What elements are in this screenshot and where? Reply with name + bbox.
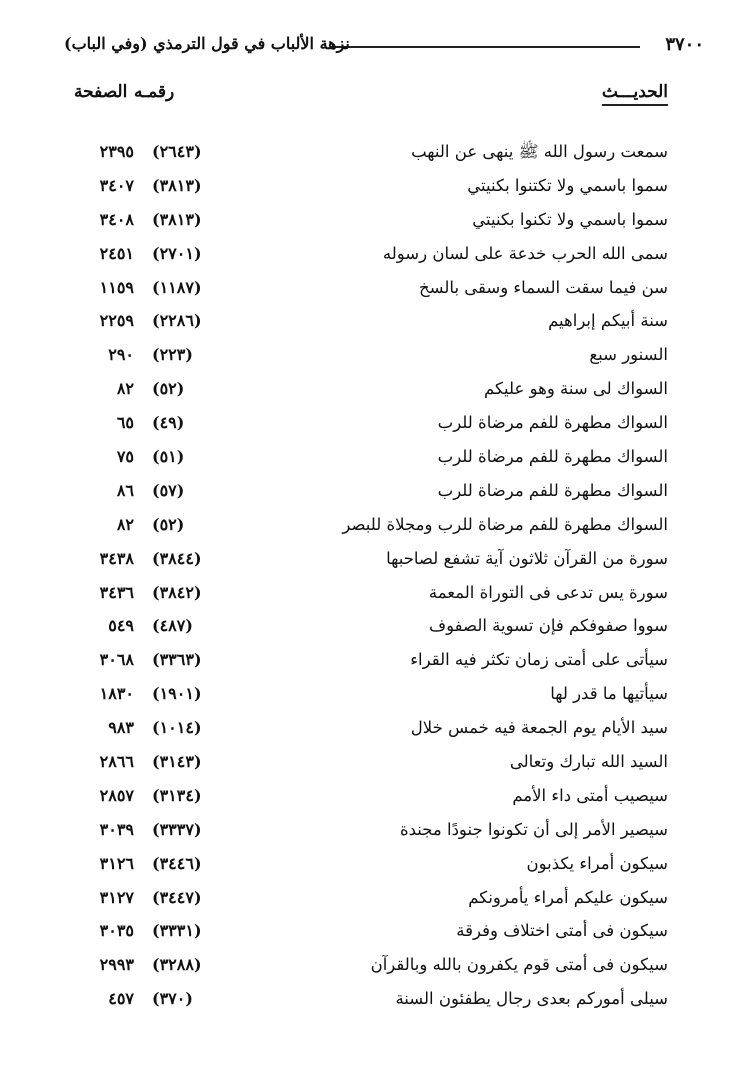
running-header [64,34,704,60]
hadith-number: (٣٣٦٣) [152,650,202,670]
page-reference: ٢٨٦٦ [99,752,134,772]
hadith-text: سمعت رسول الله ﷺ ينهى عن النهب [411,142,668,161]
hadith-text: السيد الله تبارك وتعالى [509,752,668,772]
hadith-text: سيأتى على أمتى زمان تكثر فيه القراء [410,650,668,670]
hadith-number: (٣٨٤٤) [152,548,202,568]
hadith-text: سيصيب أمتى داء الأمم [512,785,668,805]
page-reference: ١٨٣٠ [99,684,134,704]
index-list [64,138,668,1019]
hadith-text: السواك مطهرة للفم مرضاة للرب [437,447,668,467]
index-row [64,172,668,206]
book-title: نزهة الألباب في قول الترمذي (وفي الباب) [64,34,350,53]
index-row [64,511,668,545]
hadith-number: (٢٢٨٦) [152,311,202,331]
hadith-number: (٣٢٨٨) [152,955,202,975]
page-reference: ٤٥٧ [108,989,134,1009]
hadith-number: (٤٨٧) [152,616,193,636]
hadith-number: (٣٤٤٧) [152,887,202,907]
index-row [64,884,668,918]
page-reference: ٢٢٥٩ [99,311,134,331]
index-row [64,307,668,341]
hadith-text: سيكون أمراء يكذبون [526,853,668,873]
hadith-text: سموا باسمي ولا تكتنوا بكنيتي [467,175,668,195]
index-row [64,985,668,1019]
hadith-number: (٣١٣٤) [152,785,202,805]
hadith-number: (٥٧) [152,480,185,500]
hadith-text: سيكون فى أمتى اختلاف وفرقة [456,921,668,941]
hadith-text: سيكون فى أمتى قوم يكفرون بالله وبالقرآن [370,955,668,975]
page-reference: ٣٠٣٩ [99,819,134,839]
page-number: ٣٧٠٠ [665,34,704,55]
hadith-text: سووا صفوفكم فإن تسوية الصفوف [429,616,668,636]
index-row [64,138,668,172]
index-row [64,409,668,443]
hadith-number: (٣٧٠) [152,989,193,1009]
page-reference: ٣٤٠٧ [99,175,134,195]
hadith-number: (٣٣٣٧) [152,819,202,839]
page-reference: ٦٥ [116,413,134,433]
index-row [64,341,668,375]
page-reference: ٨٦ [116,480,134,500]
hadith-number: (٣٤٤٦) [152,853,202,873]
page-reference: ٥٤٩ [108,616,134,636]
index-row [64,680,668,714]
index-row [64,477,668,511]
hadith-text: سموا باسمي ولا تكنوا بكنيتي [472,209,668,229]
index-row [64,714,668,748]
hadith-number: (١٩٠١) [152,684,202,704]
hadith-text: سيلى أموركم بعدى رجال يطفئون السنة [395,989,668,1009]
hadith-number: (١٠١٤) [152,718,202,738]
index-row [64,646,668,680]
hadith-number: (٥٢) [152,514,185,534]
page-reference: ٣٤٣٦ [99,582,134,602]
hadith-number: (٢٢٣) [152,345,193,365]
hadith-text: السواك مطهرة للفم مرضاة للرب [437,480,668,500]
hadith-text: السنور سبع [589,345,668,365]
page-reference: ٢٣٩٥ [99,142,134,161]
index-row [64,375,668,409]
index-row [64,612,668,646]
page-reference: ٣٠٦٨ [99,650,134,670]
page-reference: ٣١٢٧ [99,887,134,907]
page-reference: ٣٠٣٥ [99,921,134,941]
index-row [64,782,668,816]
hadith-text: سن فيما سقت السماء وسقى بالسخ [419,277,668,297]
hadith-number: (٢٧٠١) [152,243,202,263]
page-column-header: الصفحة [74,82,128,102]
hadith-text: سمى الله الحرب خدعة على لسان رسوله [382,243,668,263]
number-column-header: رقمـه [134,82,175,102]
hadith-text: سنة أبيكم إبراهيم [548,311,668,331]
index-row [64,951,668,985]
index-row [64,816,668,850]
hadith-number: (٣٨٤٢) [152,582,202,602]
hadith-text: سيكون عليكم أمراء يأمرونكم [468,887,668,907]
page-reference: ٢٩٩٣ [99,955,134,975]
page-reference: ٧٥ [116,447,134,467]
page-reference: ٣٤٣٨ [99,548,134,568]
hadith-text: السواك مطهرة للفم مرضاة للرب [437,413,668,433]
hadith-text: سيصير الأمر إلى أن تكونوا جنودًا مجندة [399,819,668,839]
hadith-text: السواك لى سنة وهو عليكم [483,379,668,399]
page-reference: ٣١٢٦ [99,853,134,873]
page-reference: ٨٢ [116,379,134,399]
header-rule [332,46,640,48]
hadith-number: (٣٨١٣) [152,175,202,195]
index-row [64,206,668,240]
index-row [64,240,668,274]
hadith-text: سورة من القرآن ثلاثون آية تشفع لصاحبها [386,548,668,568]
hadith-number: (٢٦٤٣) [152,142,202,161]
hadith-number: (٣٨١٣) [152,209,202,229]
hadith-number: (٤٩) [152,413,185,433]
page-reference: ٩٨٣ [108,718,134,738]
index-row [64,850,668,884]
page-reference: ٢٤٥١ [99,243,134,263]
page-reference: ٣٤٠٨ [99,209,134,229]
hadith-number: (١١٨٧) [152,277,202,297]
hadith-text: سورة يس تدعى فى التوراة المعمة [428,582,668,602]
index-row [64,579,668,613]
hadith-number: (٥٢) [152,379,185,399]
column-headers [64,82,668,112]
index-row [64,917,668,951]
index-row [64,443,668,477]
index-row [64,274,668,308]
hadith-text: سيد الأيام يوم الجمعة فيه خمس خلال [410,718,668,738]
hadith-number: (٥١) [152,447,185,467]
page-reference: ٨٢ [116,514,134,534]
hadith-text: سيأتيها ما قدر لها [550,684,668,704]
hadith-number: (٣١٤٣) [152,752,202,772]
hadith-number: (٣٣٣١) [152,921,202,941]
hadith-text: السواك مطهرة للفم مرضاة للرب ومجلاة للبصر [342,514,668,534]
index-row [64,545,668,579]
page-reference: ٢٩٠ [108,345,134,365]
index-row [64,748,668,782]
hadith-column-header: الحديـــث [602,82,668,106]
page-reference: ١١٥٩ [99,277,134,297]
page-reference: ٢٨٥٧ [99,785,134,805]
